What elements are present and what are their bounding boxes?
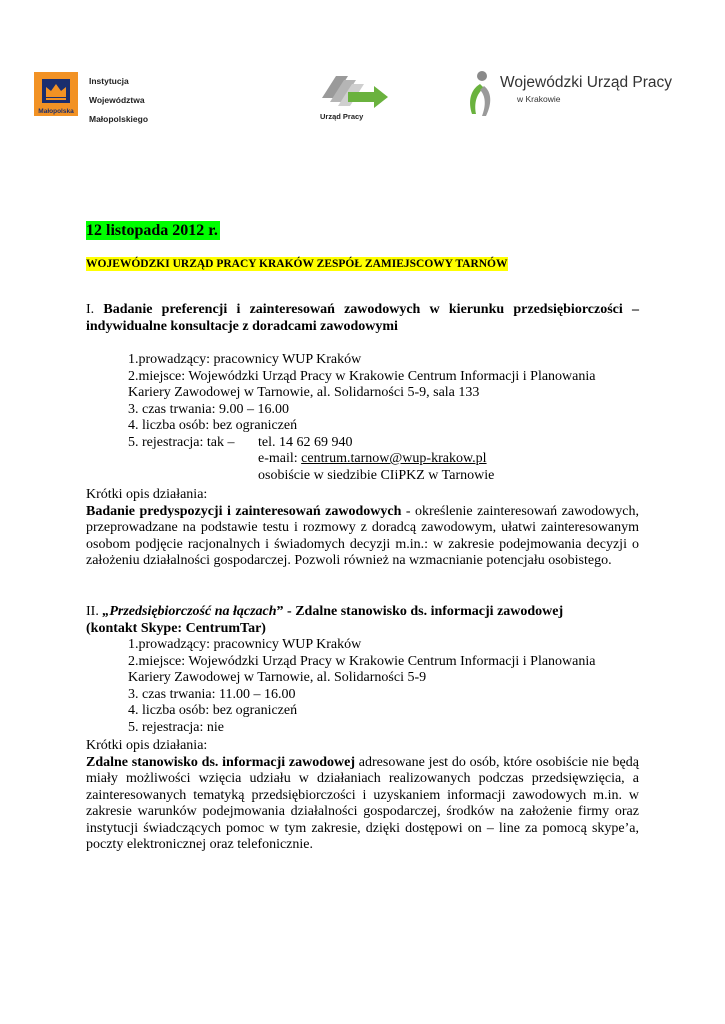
section1-participants: 4. liczba osób: bez ograniczeń — [128, 418, 298, 433]
section2-registration: 5. rejestracja: nie — [128, 719, 225, 735]
office-name: WOJEWÓDZKI URZĄD PRACY KRAKÓW ZESPÓŁ ZAMIEJSCOWY TARNÓW — [86, 258, 508, 270]
event-date: 12 listopada 2012 r. — [86, 222, 218, 239]
header-logos — [0, 64, 725, 134]
section1-title-line2: indywidualne konsultacje z doradcami zawodowymi — [86, 318, 398, 334]
section2-desc-label: Krótki opis działania: — [86, 738, 208, 753]
section1-desc-label: Krótki opis działania: — [86, 487, 208, 502]
person-figure-icon — [462, 68, 498, 120]
section1-email-line: e-mail: centrum.tarnow@wup-krakow.pl — [258, 451, 487, 466]
section2-place-line2: Kariery Zawodowej w Tarnowie, al. Solidarności 5-9 — [128, 670, 427, 685]
section1-duration: 3. czas trwania: 9.00 – 16.00 — [128, 401, 289, 417]
section1-place-line2: Kariery Zawodowej w Tarnowie, al. Solidarności 5-9, sala 133 — [128, 385, 480, 400]
institution-name: Instytucja Województwa Małopolskiego — [89, 76, 149, 124]
malopolska-logo — [34, 72, 78, 116]
arrow-papers-icon — [318, 70, 390, 114]
section2-description: Zdalne stanowisko ds. informacji zawodowej adresowane jest do osób, które osobiście nie będą miały możliwości wzięcia udziału w działaniach realizowanych podczas przedsięwzięcia, a zainteresowanych tematyką przedsiębiorczości i uzyskaniem informacji zawodowych m.in. w zakresie warunków podejmowania działalności gospodarczej, środków na założenie firmy oraz instytucji świadczących pomoc w tym zakresie, dzięki dostępowi on – line za pomocą skype’a, poczty elektronicznej oraz telefonicznie. — [86, 754, 639, 852]
section2-duration: 3. czas trwania: 11.00 – 16.00 — [128, 686, 296, 702]
section1-description: Badanie predyspozycji i zainteresowań zawodowych - określenie zainteresowań zawodowych, przeprowadzane na podstawie testu i rozmowy z doradcą zawodowym, ułatwi zainteresowanym osobom podjęcie racjonalnych i świadomych decyzji m.in.: w zakresie podejmowania decyzji o założeniu działalności gospodarczej. Pozwoli również na wzmacnianie potencjału osobistego. — [86, 503, 639, 568]
urzad-pracy-label: Urząd Pracy — [320, 112, 364, 121]
wup-subtitle: w Krakowie — [517, 94, 561, 104]
section2-place-line1: 2.miejsce: Wojewódzki Urząd Pracy w Krakowie Centrum Informacji i Planowania — [128, 653, 596, 669]
section2-title-line1: II. „Przedsiębiorczość na łączach” - Zdalne stanowisko ds. informacji zawodowej — [86, 604, 564, 619]
crown-crest-icon — [42, 79, 70, 103]
section1-phone: tel. 14 62 69 940 — [258, 434, 353, 450]
section2-title-line2: (kontakt Skype: CentrumTar) — [86, 620, 266, 636]
wup-title: Wojewódzki Urząd Pracy — [500, 74, 672, 91]
section2-leader: 1.prowadzący: pracownicy WUP Kraków — [128, 637, 362, 652]
section1-leader: 1.prowadzący: pracownicy WUP Kraków — [128, 352, 362, 367]
section1-email-link[interactable]: centrum.tarnow@wup-krakow.pl — [301, 451, 487, 466]
wup-krakow-logo — [462, 68, 682, 128]
section2-participants: 4. liczba osób: bez ograniczeń — [128, 703, 298, 718]
section1-registration: 5. rejestracja: tak – tel. 14 62 69 940 — [128, 434, 353, 450]
section1-details — [128, 352, 595, 484]
urzad-pracy-logo — [318, 70, 390, 126]
section1-title-line1: I. Badanie preferencji i zainteresowań zawodowych w kierunku przedsiębiorczości – — [86, 302, 639, 317]
malopolska-logo-label: Małopolska — [38, 108, 74, 115]
section1-in-person: osobiście w siedzibie CIiPKZ w Tarnowie — [258, 467, 495, 483]
section2-details — [128, 637, 595, 736]
section1-place-line1: 2.miejsce: Wojewódzki Urząd Pracy w Krakowie Centrum Informacji i Planowania — [128, 368, 596, 384]
